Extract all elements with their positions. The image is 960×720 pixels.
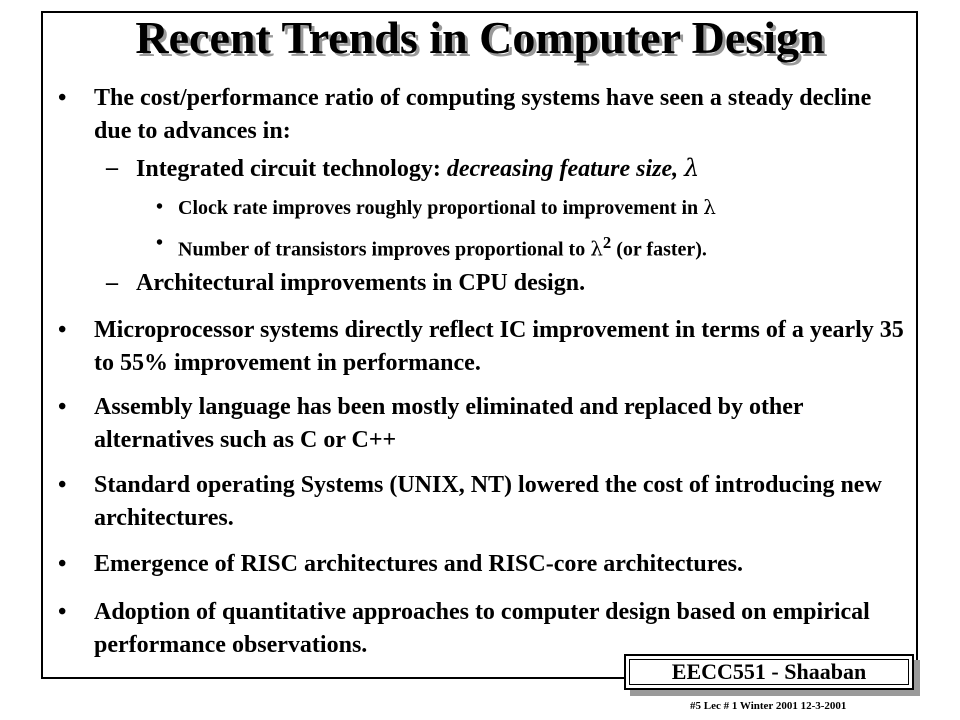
- bullet-marker: •: [156, 196, 164, 218]
- lambda-symbol: λ: [703, 195, 716, 219]
- bullet-marker: •: [58, 551, 67, 577]
- bullet-text: The cost/performance ratio of computing systems have seen a steady decline due to advances in:: [94, 85, 872, 144]
- sub-item-text: Integrated circuit technology:: [136, 156, 447, 182]
- course-badge: [624, 654, 914, 690]
- slide-footer: #5 Lec # 1 Winter 2001 12-3-2001: [690, 700, 847, 712]
- sub-item-italic: decreasing feature size,: [446, 156, 685, 182]
- lambda-symbol: λ: [590, 236, 603, 261]
- course-badge-label: EECC551 - Shaaban: [629, 659, 909, 685]
- sub-sub-item-text: Clock rate improves roughly proportional to improvement in: [178, 197, 704, 219]
- bullet-marker: •: [58, 472, 67, 498]
- bullet-text: Adoption of quantitative approaches to computer design based on empirical performance observations.: [94, 599, 870, 658]
- slide-title: Recent Trends in Computer Design: [135, 12, 825, 63]
- bullet-marker: •: [58, 394, 67, 420]
- bullet-text: Microprocessor systems directly reflect IC improvement in terms of a yearly 35 to 55% improvement in performance.: [94, 317, 904, 376]
- bullet-marker: •: [156, 232, 164, 254]
- sub-sub-item-text: Number of transistors improves proportional to: [178, 238, 591, 261]
- lambda-symbol: λ: [684, 154, 700, 182]
- bullet-text: Emergence of RISC architectures and RISC-core architectures.: [94, 551, 743, 577]
- superscript-2: 2: [602, 233, 612, 252]
- dash-marker: –: [106, 155, 118, 181]
- dash-marker: –: [106, 270, 118, 296]
- bullet-marker: •: [58, 599, 67, 625]
- bullet-text: Standard operating Systems (UNIX, NT) lowered the cost of introducing new architectures.: [94, 472, 882, 531]
- bullet-marker: •: [58, 85, 67, 111]
- sub-sub-item-tail: (or faster).: [611, 238, 707, 261]
- bullet-marker: •: [58, 317, 67, 343]
- sub-item-text: Architectural improvements in CPU design.: [136, 270, 586, 296]
- bullet-text: Assembly language has been mostly eliminated and replaced by other alternatives such as C or C++: [94, 394, 804, 453]
